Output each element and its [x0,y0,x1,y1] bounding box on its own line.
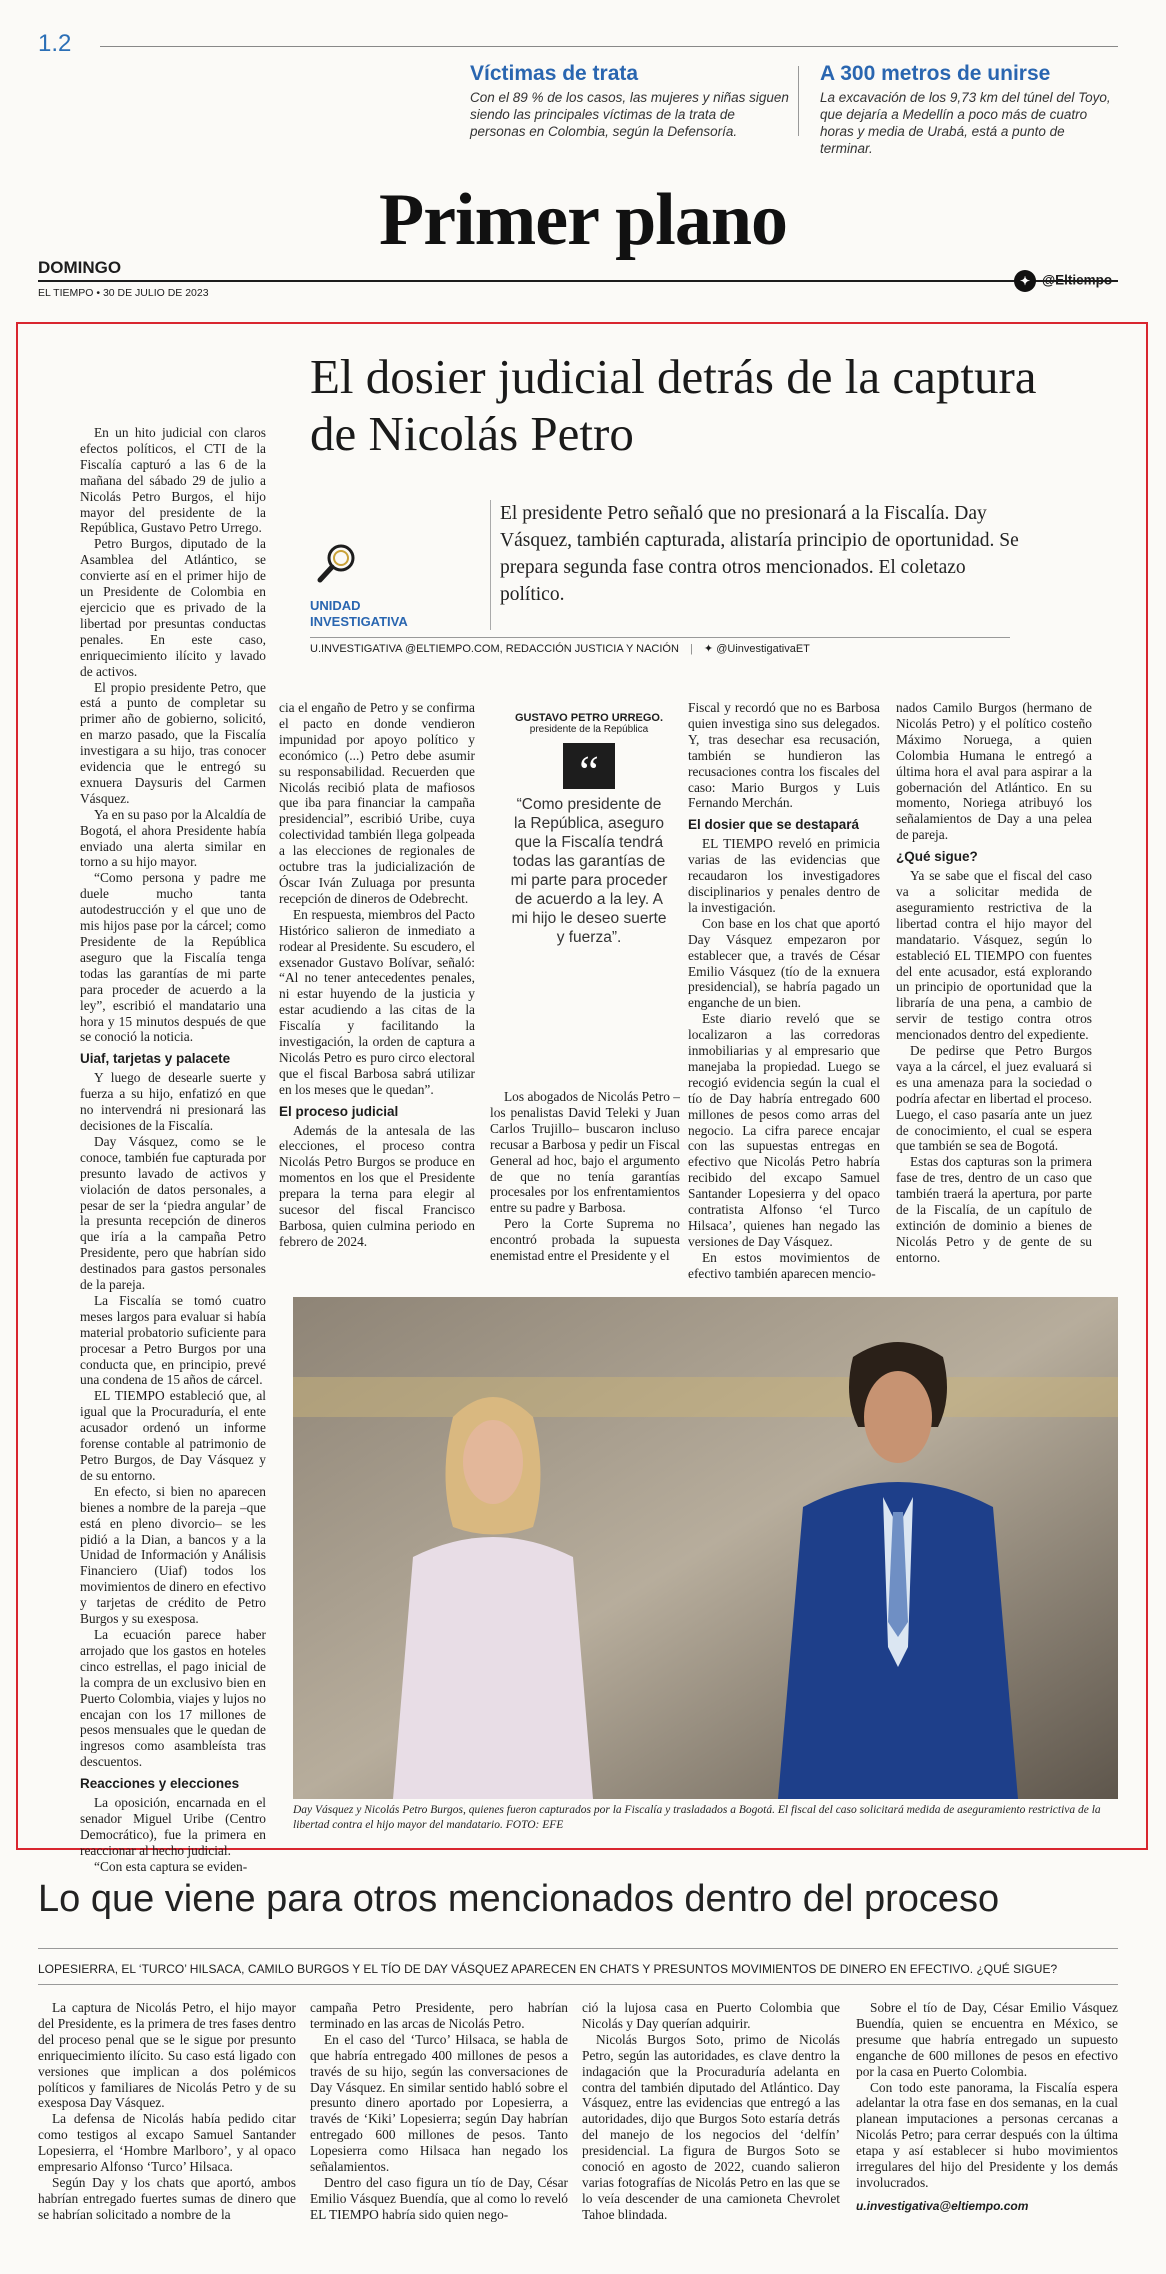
paragraph: La oposición, encarnada en el senador Miguel Uribe (Centro Democrático), fue la primera en reaccionar al hecho judicial. [80,1795,266,1858]
dek-rule-top [38,1948,1118,1949]
paragraph: EL TIEMPO reveló en primicia varias de las evidencias que recaudaron los investigadores disciplinarios y penales dentro de la investigación. [688,836,880,915]
teaser-text: Con el 89 % de los casos, las mujeres y niñas siguen siendo las principales víctimas de la trata de personas en Colombia, según la Defensoría. [470,90,789,139]
article-photo [293,1297,1118,1799]
teaser-2[interactable] [820,62,1120,157]
unit-label: UNIDAD INVESTIGATIVA [310,598,408,629]
paragraph: Ya en su paso por la Alcaldía de Bogotá, el ahora Presidente había enviado una alerta similar en torno a su hijo mayor. [80,806,266,870]
paragraph: Y luego de desearle suerte y fuerza a su hijo, enfatizó en que no intervendrá ni presionará las decisiones de la Fiscalía. [80,1070,266,1133]
article-column-2 [279,700,475,1250]
subheading: Uiaf, tarjetas y palacete [80,1051,231,1067]
photo-illustration [293,1297,1118,1799]
paragraph: En estos movimientos de efectivo también aparecen mencio- [688,1249,880,1281]
paragraph: “Con esta captura se eviden- [94,1858,248,1874]
secondary-dek: LOPESIERRA, EL ‘TURCO’ HILSACA, CAMILO BURGOS Y EL TÍO DE DAY VÁSQUEZ APARECEN EN CHATS Y PRESUNTOS MOVIMIENTOS DE DINERO EN EFECTIVO. ¿QUÉ SIGUE? [38,1962,1058,1976]
paragraph: Petro Burgos, diputado de la Asamblea del Atlántico, se convierte así en el primer hijo de un Presidente de Colombia en ejercicio que es privado de la libertad por presuntas conductas penales. En este caso, enriquecimiento ilícito y lavado de activos. [80,536,266,679]
quote-text: “Como presidente de la República, aseguro que la Fiscalía tendrá todas las garantías de mi parte para proceder de acuerdo a la ley. A mi hijo le deseo suerte y fuerza”. [510,796,668,946]
paragraph: El propio presidente Petro, que está a punto de completar su primer año de gobierno, solicitó, en marzo pasado, que la Fiscalía investigara a su hijo, tras conocer evidencia que le entregó su exnuera Daysuris del Carmen Vásquez. [80,679,266,806]
subheading: ¿Qué sigue? [896,849,978,865]
paragraph: Con base en los chat que aportó Day Vásquez empezaron por establecer que, a través de César Emilio Vásquez (tío de la exnuera presidencial), se habría pagado un enganche de un bien. [688,915,880,1011]
paragraph: campaña Petro Presidente, pero habrían terminado en las arcas de Nicolás Petro. [310,2000,568,2031]
teaser-divider [798,66,799,136]
article-column-1 [80,425,266,1875]
teaser-title: Víctimas de trata [470,62,639,85]
subheading: El dosier que se destapará [688,817,860,833]
paragraph: Fiscal y recordó que no es Barbosa quien investiga sino sus delegados. Y, tras desechar esa recusación, también se hundieron las recusaciones contra los fiscales del caso: Mario Burgos y Luis Fernando Merchán. [688,700,880,811]
article-column-5 [896,700,1092,1266]
paragraph: Sobre el tío de Day, César Emilio Vásquez Buendía, quien se encuentra en México, se presume que habría entregado un supuesto enganche de 600 millones de pesos en efectivo por la casa en Puerto Colombia. [856,2000,1118,2079]
paragraph: Los abogados de Nicolás Petro –los penalistas David Teleki y Juan Carlos Trujillo– buscaron incluso recusar a Barbosa y pedir un Fiscal General ad hoc, bajo el argumento de que no tenía garantías procesales por los enfrentamientos entre su padre y Barbosa. [490,1089,680,1216]
paragraph: De pedirse que Petro Burgos vaya a la cárcel, el juez evaluará si es una amenaza para la sociedad o podría afectar en libertad el proceso. Luego, el caso pasaría ante un juez de conocimiento, el cual se espera que también se sea de Bogotá. [896,1043,1092,1154]
photo-caption: Day Vásquez y Nicolás Petro Burgos, quienes fueron capturados por la Fiscalía y trasladados a Bogotá. El fiscal del caso solicitará medida de aseguramiento restrictiva de la libertad contra el hijo mayor del mandatario. FOTO: EFE [293,1804,1101,1831]
quote-marks-icon: “ [563,743,615,789]
section-masthead: Primer plano [379,179,787,261]
paragraph: La Fiscalía se tomó cuatro meses largos para evaluar si había material probatorio suficiente para procesar a Petro Burgos por una conducta que, en principio, prevé una condena de 15 años de cárcel. [80,1292,266,1388]
subheading: Reacciones y elecciones [80,1776,240,1792]
date-line: EL TIEMPO • 30 DE JULIO DE 2023 [38,287,209,299]
paragraph: cia el engaño de Petro y se confirma el pacto en donde vendieron impunidad por apoyo político y económico (...) Petro debe asumir su responsabilidad. Recuerden que Nicolás recibió plata de mafiosos que iba para financiar la campaña presidencial”, escribió Uribe, cuya colectividad también llega golpeada a las elecciones de regionales de octubre tras la judicialización de Óscar Iván Zuluaga por presunta recepción de dineros de Odebrecht. [279,700,475,906]
twitter-bird-icon: ✦ [1014,270,1036,292]
twitter-bird-icon: ✦ [703,643,714,655]
paragraph: Nicolás Burgos Soto, primo de Nicolás Petro, según las autoridades, es clave dentro la indagación que la Procuraduría adelanta en contra del también diputado del Atlántico. Day Vásquez, entre las evidencias que entregó a las autoridades, dijo que Burgos Soto estaría detrás del manejo de los negocios del ‘delfín’ presidencial. La figura de Burgos Soto se conoció en agosto de 2022, cuando salieron varias fotografías de Nicolás Petro en las que se lo veía descender de una camioneta Chevrolet Tahoe blindada. [582,2031,840,2222]
paragraph: La captura de Nicolás Petro, el hijo mayor del Presidente, es la primera de tres fases dentro del proceso penal que se le sigue por presunto enriquecimiento ilícito. Su caso está ligado con versiones que implican a dos polémicos políticos y familiares de Nicolás Petro y de su exesposa Day Vásquez. [38,2000,296,2111]
paragraph: En respuesta, miembros del Pacto Histórico salieron de inmediato a rodear al Presidente. Su escudero, el exsenador Gustavo Bolívar, señaló: “Al no tener antecedentes penales, ni estar huyendo de la justicia y estar acudiendo a las citas de la Fiscalía y facilitando la investigación, la orden de captura a Nicolás Petro es puro circo electoral que el fiscal Barbosa sabrá utilizar en los meses que le quedan”. [279,906,475,1097]
subheading: El proceso judicial [279,1103,399,1119]
page-number: 1.2 [38,30,72,57]
teaser-1[interactable] [470,62,790,140]
paragraph: La defensa de Nicolás había pedido citar como testigos al excapo Samuel Santander Lopesierra, el ‘Hombre Marlboro’, y al opaco empresario Alfonso ‘Turco’ Hilsaca. [38,2111,296,2175]
paragraph: La ecuación parece haber arrojado que los gastos en hoteles cinco estrellas, el pago inicial de la compra de un exclusivo bien en Puerto Colombia, viajes y lujos no encajan con los 17 millones de pesos mensuales que le quedan de ingresos como asambleísta tras descuentos. [80,1626,266,1770]
paragraph: Day Vásquez, como se le conoce, también fue capturada por presunto lavado de activos y violación de datos personales, a pesar de ser la ‘piedra angular’ de la presunta recepción de dineros que iría a la campaña Petro Presidente, pero que habrían sido destinados para gastos personales de la pareja. [80,1133,266,1293]
secondary-column-3 [582,2000,840,2223]
byline-twitter[interactable]: @UinvestigativaET [716,643,810,655]
paragraph: EL TIEMPO estableció que, al igual que la Procuraduría, el ente acusador ordenó un informe forense contable al patrimonio de Petro Burgos, de Day Vásquez y de su entorno. [80,1388,266,1483]
secondary-column-2 [310,2000,568,2223]
secondary-headline: Lo que viene para otros mencionados dentro del proceso [38,1878,1000,1920]
twitter-handle[interactable]: ✦ @Eltiempo [1014,270,1112,292]
paragraph: En el caso del ‘Turco’ Hilsaca, se habla de que habría entregado 400 millones de pesos a través de su hijo, según las conversaciones de Day Vásquez. En similar sentido habló sobre el presunto dinero aportado por Lopesierra, a través de ‘Kiki’ Lopesierra; según Day habrían entregado 600 millones de pesos. Tanto Lopesierra como Hilsaca han negado los señalamientos. [310,2031,568,2175]
paragraph: “Como persona y padre me duele mucho tanta autodestrucción y el que uno de mis hijos pase por la cárcel; como Presidente de la República aseguro que la Fiscalía tenga todas las garantías de mi parte para proceder de acuerdo a la ley”, escribió el mandatario una hora y 15 minutos después de que se conoció la noticia. [80,870,266,1045]
paragraph: En un hito judicial con claros efectos políticos, el CTI de la Fiscalía capturó a las 6 de la mañana del sábado 29 de julio a Nicolás Petro Burgos, el hijo mayor del presidente de la República, Gustavo Petro Urrego. [80,425,266,536]
paragraph: Ya se sabe que el fiscal del caso va a solicitar medida de aseguramiento restrictiva de la libertad contra el hijo mayor del mandatario. Vásquez, según lo estableció EL TIEMPO con fuentes del ente acusador, está explorando un principio de oportunidad que la libraría de una pena, a cambio de servir de testigo contra otros mencionados dentro del expediente. [896,868,1092,1043]
top-rule [100,46,1118,47]
paragraph: En efecto, si bien no aparecen bienes a nombre de la pareja –que está en pleno divorcio– se les pidió a la Dian, a bancos y a la Unidad de Información y Análisis Financiero (Uiaf) todos los movimientos de dinero en efectivo y tarjetas de crédito de Petro Burgos y su exesposa. [80,1483,266,1627]
paragraph: Con todo este panorama, la Fiscalía espera adelantar la otra fase en dos semanas, en la cual planean imputaciones a personas cercanas a Nicolás Petro; para cerrar después con la última etapa y así establecer si hubo movimientos irregulares del hijo del Presidente y los demás involucrados. [856,2079,1118,2190]
paragraph: Este diario reveló que se localizaron a las corredoras inmobiliarias y al empresario que manejaba la propiedad. Luego se recogió evidencia según la cual el tío de Day habría entregado 600 millones de pesos como arras del negocio. La cifra parece encajar con las supuestas entregas en efectivo que Nicolás Petro habría recibido del excapo Samuel Santander Lopesierra y del opaco contratista Alfonso ‘el Turco Hilsaca’, quienes han negado las versiones de Day Vásquez. [688,1011,880,1249]
secondary-column-4 [856,2000,1118,2215]
magnifier-icon [314,540,360,586]
article-subhead: El presidente Petro señaló que no presionará a la Fiscalía. Day Vásquez, también capturada, alistaría principio de oportunidad. Se prepara segunda fase contra otros mencionados. El coletazo político. [500,503,1019,605]
quote-name: GUSTAVO PETRO URREGO. [514,712,664,724]
teaser-title: A 300 metros de unirse [820,62,1051,85]
paragraph: nados Camilo Burgos (hermano de Nicolás Petro) y el político costeño Máximo Noruega, a quien Colombia Humana le entregó a última hora el aval para aspirar a la gobernación del Atlántico. En su momento, Noriega atribuyó los señalamientos de Day a una pelea de pareja. [896,700,1092,843]
masthead-rule [38,280,1118,282]
byline-rule [310,637,1010,638]
dek-rule-bottom [38,1984,1118,1985]
day-label: DOMINGO [38,258,122,277]
paragraph: Pero la Corte Suprema no encontró probada la supuesta enemistad entre el Presidente y el [490,1216,680,1264]
paragraph: ció la lujosa casa en Puerto Colombia que Nicolás y Day querían adquirir. [582,2000,840,2031]
secondary-column-1 [38,2000,296,2223]
teaser-text: La excavación de los 9,73 km del túnel del Toyo, que dejaría a Medellín a poco más de cuatro horas y media de Urabá, está a punto de terminar. [820,90,1111,156]
paragraph: Según Day y los chats que aportó, ambos habrían entregado fuertes sumas de dinero que se habrían solicitado a nombre de la [38,2174,296,2222]
article-headline: El dosier judicial detrás de la captura de Nicolás Petro [310,349,1037,461]
byline: U.INVESTIGATIVA @ELTIEMPO.COM, REDACCIÓN JUSTICIA Y NACIÓN | ✦ @UinvestigativaET [310,643,810,655]
article-column-4 [688,700,880,1282]
paragraph: Dentro del caso figura un tío de Day, César Emilio Vásquez Buendía, que al como lo reveló EL TIEMPO habría sido quien nego- [310,2174,568,2222]
author-email[interactable]: u.investigativa@eltiempo.com [856,2198,1029,2213]
article-column-3 [490,1089,680,1264]
paragraph: Además de la antesala de las elecciones, el proceso contra Nicolás Petro Burgos se produce en momentos en los que el Presidente prepara la terna para elegir al sucesor del fiscal Francisco Barbosa, quien culmina periodo en febrero de 2024. [279,1122,475,1249]
quote-role: presidente de la República [529,724,649,735]
pull-quote [510,712,668,947]
subhead-rule [490,500,491,630]
paragraph: Estas dos capturas son la primera fase de tres, dentro de un caso que también traerá la apertura, por parte de la Fiscalía, de un capítulo de extinción de dominio a bienes de Nicolás Petro y de gente de su entorno. [896,1154,1092,1265]
